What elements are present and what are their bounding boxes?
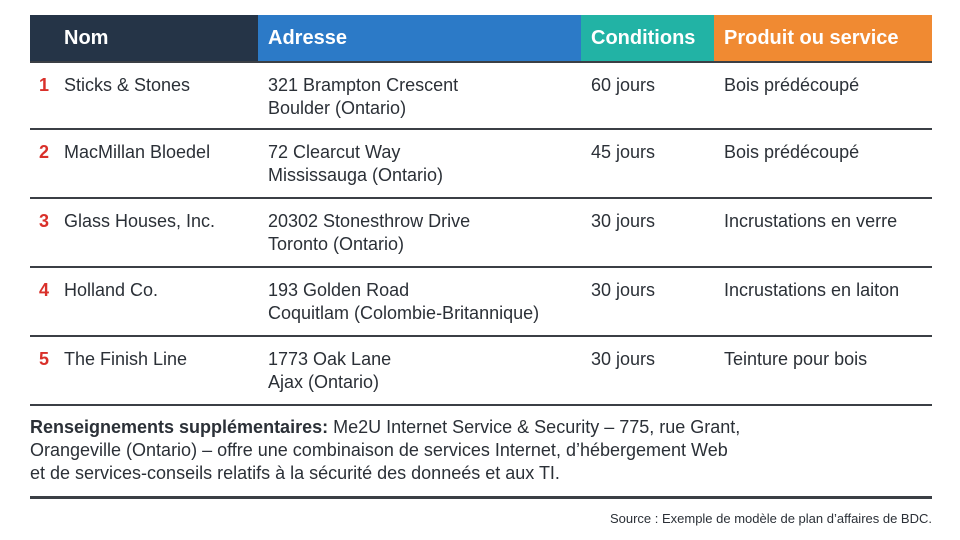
- cell-produit: Teinture pour bois: [724, 349, 868, 369]
- source-note: Source : Exemple de modèle de plan d’affaires de BDC.: [609, 511, 932, 526]
- cell-adresse: [258, 130, 581, 197]
- supplier-name: MacMillan Bloedel: [64, 142, 211, 162]
- additional-info-text-1: Me2U Internet Service & Security – 775, rue Grant,: [328, 417, 741, 437]
- header-conditions: Conditions: [581, 15, 714, 61]
- supplier-name: The Finish Line: [64, 349, 188, 369]
- cell-nom: [30, 63, 258, 128]
- cell-produit: Bois prédécoupé: [724, 75, 860, 95]
- address-line-2: Mississauga (Ontario): [268, 165, 444, 185]
- cell-produit: Incrustations en verre: [724, 211, 898, 231]
- supplier-table: [30, 15, 932, 406]
- cell-nom: [30, 268, 258, 335]
- supplier-name: Sticks & Stones: [64, 75, 191, 95]
- cell-adresse: [258, 199, 581, 266]
- cell-conditions: 30 jours: [591, 349, 656, 369]
- cell-nom: [30, 199, 258, 266]
- additional-info-line-1: [30, 416, 910, 439]
- header-adresse: Adresse: [258, 15, 581, 61]
- cell-conditions: 45 jours: [591, 142, 656, 162]
- row-number: 4: [39, 280, 50, 300]
- row-number: 1: [39, 75, 50, 95]
- header-produit: Produit ou service: [714, 15, 932, 61]
- additional-info-line-3: et de services-conseils relatifs à la sécurité des donneés et aux TI.: [30, 463, 560, 483]
- additional-info: [30, 416, 910, 485]
- cell-conditions: 30 jours: [591, 280, 656, 300]
- additional-info-label: Renseignements supplémentaires:: [30, 417, 329, 437]
- cell-nom: [30, 337, 258, 404]
- address-line-1: 20302 Stonesthrow Drive: [268, 211, 471, 231]
- additional-info-line-2: Orangeville (Ontario) – offre une combinaison de services Internet, d’hébergement Web: [30, 440, 728, 460]
- table-row: [30, 130, 932, 199]
- cell-adresse: [258, 63, 581, 128]
- cell-conditions: 30 jours: [591, 211, 656, 231]
- supplier-name: Glass Houses, Inc.: [64, 211, 216, 231]
- address-line-1: 193 Golden Road: [268, 280, 410, 300]
- table-row: [30, 268, 932, 337]
- cell-conditions: 60 jours: [591, 75, 656, 95]
- cell-produit: Bois prédécoupé: [724, 142, 860, 162]
- address-line-1: 321 Brampton Crescent: [268, 75, 459, 95]
- cell-nom: [30, 130, 258, 197]
- row-number: 5: [39, 349, 50, 369]
- table-row: [30, 199, 932, 268]
- supplier-name: Holland Co.: [64, 280, 159, 300]
- address-line-2: Ajax (Ontario): [268, 372, 380, 392]
- table-body: [30, 61, 932, 406]
- address-line-2: Coquitlam (Colombie-Britannique): [268, 303, 540, 323]
- table-header: [30, 15, 932, 61]
- bottom-divider: [30, 496, 932, 499]
- row-number: 2: [39, 142, 50, 162]
- cell-adresse: [258, 337, 581, 404]
- address-line-1: 1773 Oak Lane: [268, 349, 392, 369]
- cell-adresse: [258, 268, 581, 335]
- cell-produit: Incrustations en laiton: [724, 280, 900, 300]
- table-row: [30, 337, 932, 406]
- address-line-2: Boulder (Ontario): [268, 98, 407, 118]
- address-line-2: Toronto (Ontario): [268, 234, 405, 254]
- table-row: [30, 61, 932, 130]
- address-line-1: 72 Clearcut Way: [268, 142, 401, 162]
- header-nom: Nom: [30, 15, 258, 61]
- row-number: 3: [39, 211, 50, 231]
